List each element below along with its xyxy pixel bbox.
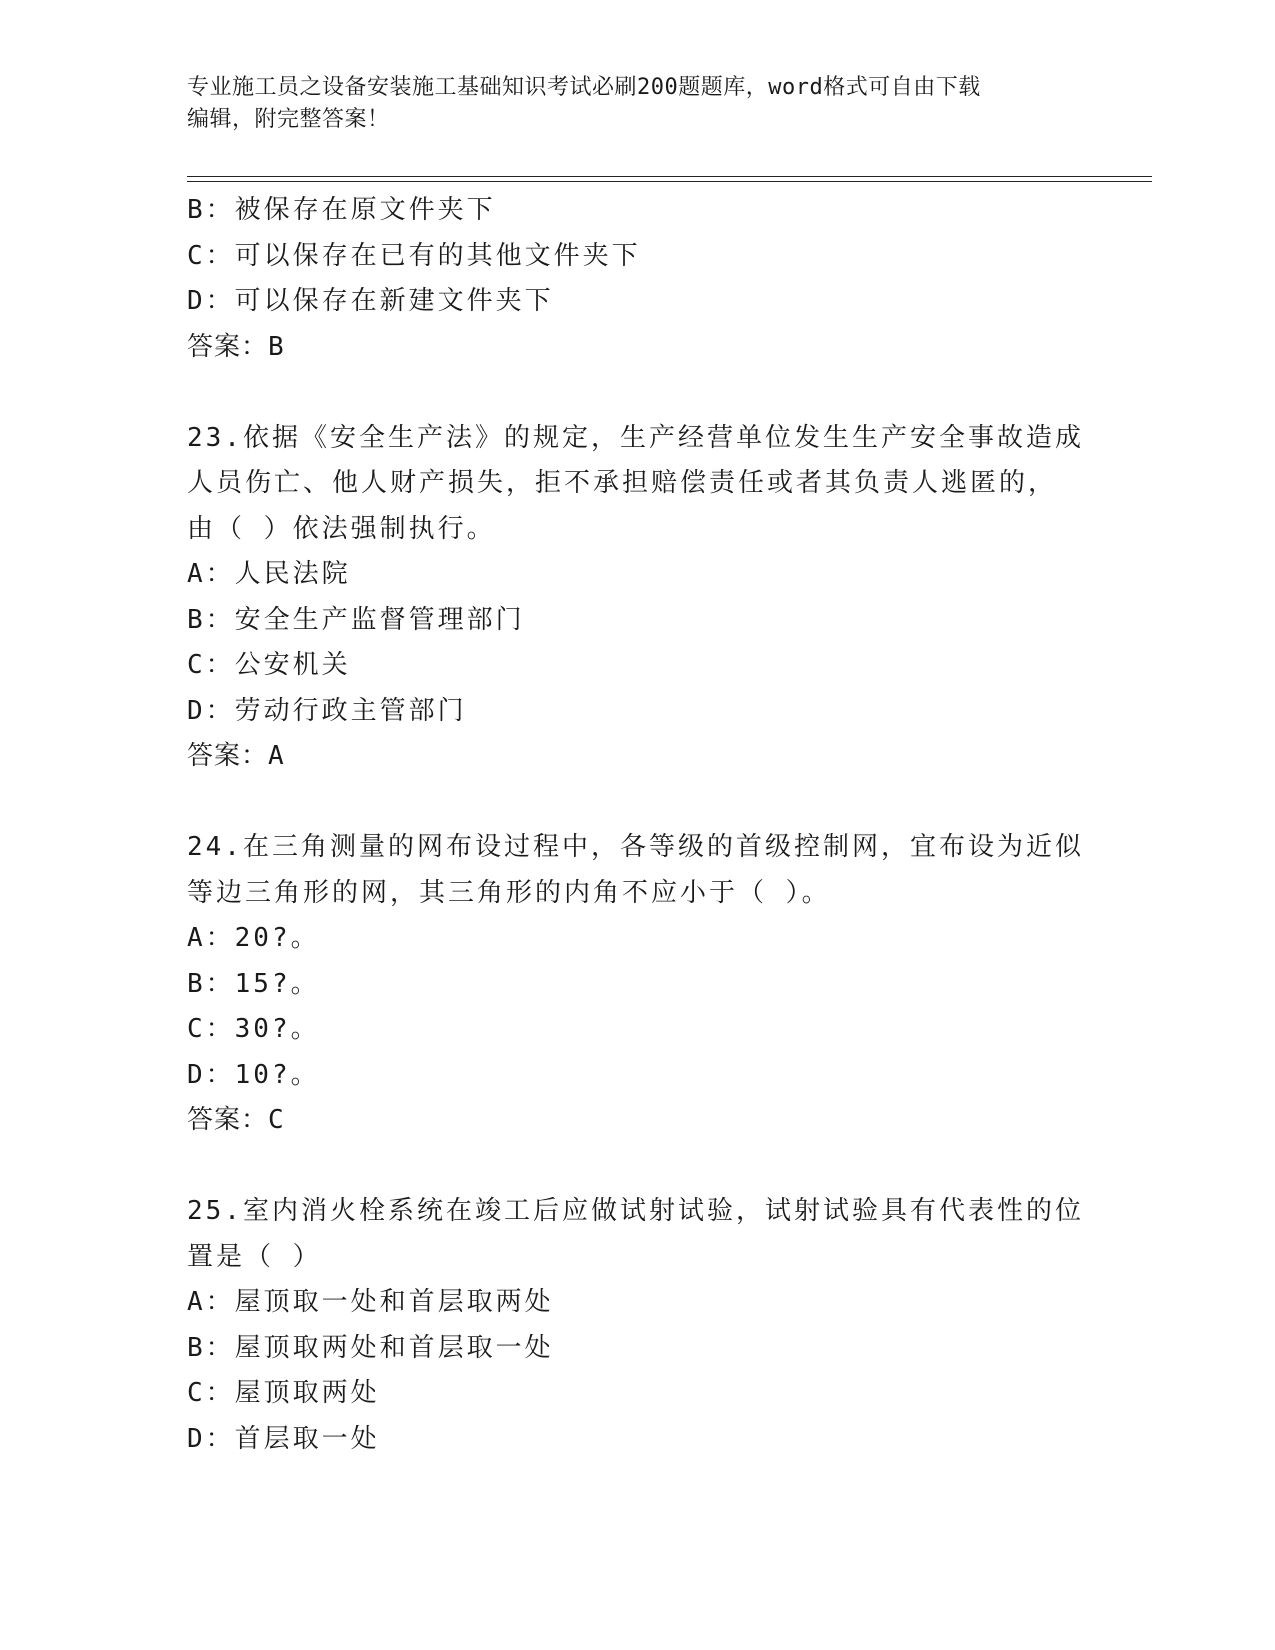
question-stem-line: 由（ ）依法强制执行。 [187,513,496,544]
header-divider-bottom [187,181,1152,182]
option-c: C：屋顶取两处 [187,1378,380,1408]
question-22-continued [187,188,1087,370]
question-stem-line: 等边三角形的网，其三角形的内角不应小于（ ）。 [187,877,831,908]
option-d: D：10?。 [187,1059,320,1090]
question-25 [187,1189,1087,1462]
question-stem-line: 23.依据《安全生产法》的规定，生产经营单位发生生产安全事故造成 [187,422,1084,453]
question-stem-line: 置是（ ） [187,1241,322,1272]
answer-label: 答案：A [187,741,285,771]
option-d: D：首层取一处 [187,1423,380,1454]
option-b: B：被保存在原文件夹下 [187,195,496,225]
option-a: A：20?。 [187,923,320,953]
answer-label: 答案：B [187,331,285,362]
document-body [187,188,1087,1462]
question-stem-line: 人员伤亡、他人财产损失，拒不承担赔偿责任或者其负责人逃匿的， [187,468,1058,498]
option-b: B：15?。 [187,968,320,999]
option-a: A：屋顶取一处和首层取两处 [187,1287,554,1317]
option-d: D：劳动行政主管部门 [187,695,467,726]
spacer [187,370,1087,416]
question-23 [187,416,1087,780]
header-divider-top [187,176,1152,177]
option-b: B：屋顶取两处和首层取一处 [187,1332,554,1363]
option-d: D：可以保存在新建文件夹下 [187,286,554,316]
option-c: C：30?。 [187,1014,320,1044]
spacer [187,780,1087,826]
question-stem-line: 25.室内消火栓系统在竣工后应做试射试验，试射试验具有代表性的位 [187,1196,1084,1226]
option-b: B：安全生产监督管理部门 [187,604,525,635]
spacer [187,1144,1087,1190]
answer-label: 答案：C [187,1105,285,1135]
header-line-2: 编辑，附完整答案！ [187,107,390,132]
question-24 [187,825,1087,1144]
document-header [187,72,1087,136]
option-c: C：可以保存在已有的其他文件夹下 [187,240,641,271]
header-line-1: 专业施工员之设备安装施工基础知识考试必刷200题题库，word格式可自由下载 [187,75,981,100]
question-stem-line: 24.在三角测量的网布设过程中，各等级的首级控制网，宜布设为近似 [187,832,1084,862]
option-a: A：人民法院 [187,559,351,589]
option-c: C：公安机关 [187,650,351,680]
